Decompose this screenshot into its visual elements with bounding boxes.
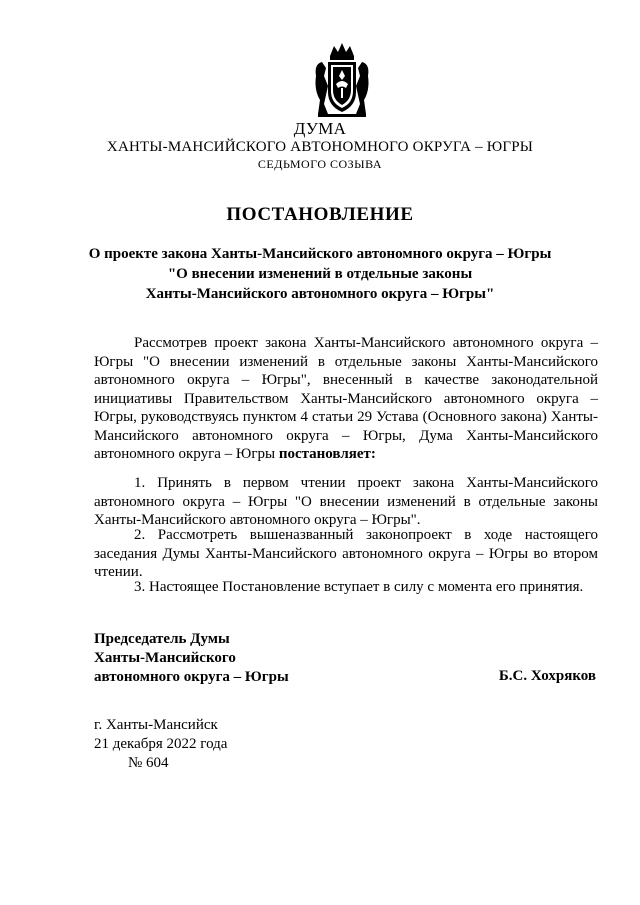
preamble-paragraph [94, 334, 598, 464]
resolves-word: постановляет: [278, 446, 376, 462]
subject-line: О проекте закона Ханты-Мансийского автономного округа – Югры [88, 246, 552, 262]
subject-line: Ханты-Мансийского автономного округа – Югры" [145, 286, 495, 302]
resolution-item: 2. Рассмотреть вышеназванный законопроект в ходе настоящего заседания Думы Ханты-Мансийского автономного округа – Югры во втором чтении. [94, 527, 598, 580]
resolution-item: 1. Принять в первом чтении проект закона Ханты-Мансийского автономного округа – Югры "О внесении изменений в отдельные законы Ханты-Мансийского автономного округа – Югры". [94, 475, 598, 528]
signer-name: Б.С. Хохряков [498, 668, 596, 684]
signature-line: автономного округа – Югры [94, 669, 289, 685]
coat-of-arms-emblem [312, 42, 372, 122]
signature-line: Ханты-Мансийского [94, 650, 236, 666]
document-subject [0, 244, 640, 304]
preamble-text: Рассмотрев проект закона Ханты-Мансийского автономного округа – Югры "О внесении изменений в отдельные законы Ханты-Мансийского автономного округа – Югры", внесенный в качестве законодательной инициативы Правительством Ханты-Мансийского автономного округа – Югры, руководствуясь пунктом 4 статьи 29 Устава (Основного закона) Ханты-Мансийского автономного округа – Югры, Дума Ханты-Мансийского автономного округа – Югры [94, 335, 598, 462]
signature-line: Председатель Думы [94, 631, 230, 647]
date: 21 декабря 2022 года [94, 736, 228, 752]
document-number: № 604 [128, 755, 169, 771]
city: г. Ханты-Мансийск [94, 717, 218, 733]
subject-line: "О внесении изменений в отдельные законы [167, 266, 473, 282]
okrug-title: ХАНТЫ-МАНСИЙСКОГО АВТОНОМНОГО ОКРУГА – ЮГРЫ [106, 139, 534, 155]
convocation-title: СЕДЬМОГО СОЗЫВА [257, 157, 383, 171]
signature-title [94, 630, 289, 687]
resolution-item: 3. Настоящее Постановление вступает в силу с момента его принятия. [134, 579, 584, 595]
duma-title: ДУМА [293, 119, 347, 138]
place-date-number [94, 716, 227, 773]
document-type: ПОСТАНОВЛЕНИЕ [226, 204, 414, 225]
